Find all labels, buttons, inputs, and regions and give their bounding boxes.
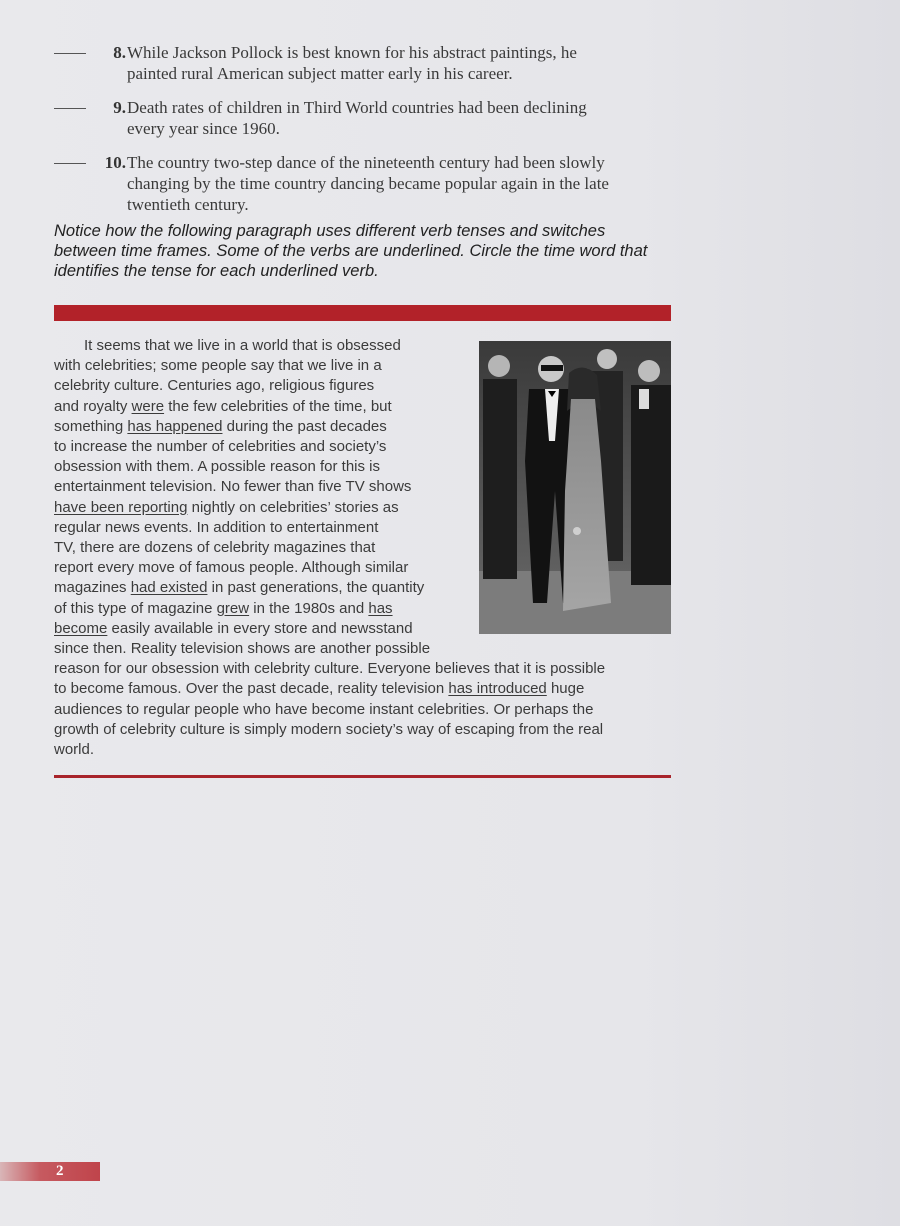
exercise-line: The country two-step dance of the nineteenth century had been slowly xyxy=(127,153,605,172)
paragraph-text xyxy=(54,336,654,760)
paragraph-line xyxy=(54,599,654,619)
text-segment: since then. Reality television shows are another possible xyxy=(54,640,431,658)
text-segment: TV, there are dozens of celebrity magazines that xyxy=(54,539,376,557)
exercise-item xyxy=(54,97,694,139)
text-segment: something xyxy=(54,417,128,435)
paragraph-line xyxy=(54,578,654,598)
text-segment: magazines xyxy=(54,579,131,597)
text-segment: with celebrities; some people say that we live in a xyxy=(54,357,382,375)
paragraph-line xyxy=(54,700,654,720)
paragraph-line xyxy=(54,538,654,558)
text-segment: easily available in every store and newsstand xyxy=(107,619,413,637)
text-segment: the few celebrities of the time, but xyxy=(164,397,392,415)
underlined-verb: has introduced xyxy=(448,680,547,698)
paragraph-line xyxy=(54,477,654,497)
exercise-line: changing by the time country dancing became popular again in the late xyxy=(127,174,609,193)
exercise-line: every year since 1960. xyxy=(127,119,280,138)
underlined-verb: have been reporting xyxy=(54,498,188,516)
text-segment: nightly on celebrities’ stories as xyxy=(187,498,399,516)
exercise-line: Death rates of children in Third World countries had been declining xyxy=(127,98,587,117)
paragraph-line xyxy=(54,417,654,437)
underlined-verb: were xyxy=(131,397,165,415)
paragraph-line xyxy=(54,659,654,679)
text-segment: audiences to regular people who have become instant celebrities. Or perhaps the xyxy=(54,700,594,718)
page-number-bar xyxy=(0,1162,100,1181)
answer-blank[interactable] xyxy=(54,53,86,54)
paragraph-line xyxy=(54,740,654,760)
text-segment: huge xyxy=(546,680,585,698)
exercise-text xyxy=(127,152,687,215)
exercise-text xyxy=(127,97,687,139)
exercise-text xyxy=(127,42,687,84)
text-segment: of this type of magazine xyxy=(54,599,217,617)
text-segment: celebrity culture. Centuries ago, religious figures xyxy=(54,377,375,395)
underlined-verb: become xyxy=(54,619,108,637)
paragraph-line xyxy=(54,679,654,699)
paragraph-line xyxy=(54,457,654,477)
text-segment: to increase the number of celebrities and society’s xyxy=(54,438,387,456)
underlined-verb: grew xyxy=(216,599,250,617)
answer-blank[interactable] xyxy=(54,163,86,164)
paragraph-line xyxy=(54,498,654,518)
paragraph-line xyxy=(54,619,654,639)
exercise-line: twentieth century. xyxy=(127,195,249,214)
paragraph-line xyxy=(54,518,654,538)
text-segment: world. xyxy=(54,741,95,759)
text-segment: report every move of famous people. Although similar xyxy=(54,559,409,577)
instructions xyxy=(54,221,674,281)
paragraph-line xyxy=(54,558,654,578)
paragraph-line xyxy=(54,356,654,376)
section-footer-rule xyxy=(54,775,671,778)
text-segment: It seems that we live in a world that is obsessed xyxy=(84,337,401,354)
text-segment: to become famous. Over the past decade, reality television xyxy=(54,680,449,698)
section-header-bar xyxy=(54,305,671,321)
exercise-item xyxy=(54,152,694,215)
text-segment: reason for our obsession with celebrity culture. Everyone believes that it is possible xyxy=(54,660,606,678)
paragraph-line xyxy=(54,639,654,659)
text-segment: and royalty xyxy=(54,397,132,415)
paragraph-line xyxy=(54,397,654,417)
answer-blank[interactable] xyxy=(54,108,86,109)
exercise-number: 8. xyxy=(113,43,126,62)
page-number: 2 xyxy=(56,1163,64,1179)
instructions-line: Notice how the following paragraph uses different verb tenses and switches xyxy=(54,222,606,240)
text-segment: in the 1980s and xyxy=(249,599,369,617)
exercise-item xyxy=(54,42,694,84)
paragraph-line xyxy=(54,720,654,740)
text-segment: regular news events. In addition to entertainment xyxy=(54,518,379,536)
text-segment: entertainment television. No fewer than five TV shows xyxy=(54,478,412,496)
text-segment: obsession with them. A possible reason for this is xyxy=(54,458,381,476)
text-segment: during the past decades xyxy=(222,417,387,435)
exercise-line: painted rural American subject matter early in his career. xyxy=(127,64,513,83)
text-segment: growth of celebrity culture is simply modern society’s way of escaping from the real xyxy=(54,720,604,738)
exercise-line: While Jackson Pollock is best known for his abstract paintings, he xyxy=(127,43,577,62)
underlined-verb: had existed xyxy=(130,579,208,597)
instructions-line: between time frames. Some of the verbs are underlined. Circle the time word that xyxy=(54,242,648,260)
exercise-number: 10. xyxy=(104,153,126,172)
paragraph-line xyxy=(54,437,654,457)
instructions-line: identifies the tense for each underlined verb. xyxy=(54,262,379,280)
paragraph-line xyxy=(54,376,654,396)
underlined-verb: has happened xyxy=(127,417,223,435)
exercise-number: 9. xyxy=(113,98,126,117)
underlined-verb: has xyxy=(368,599,393,617)
paragraph-line xyxy=(54,336,654,356)
text-segment: in past generations, the quantity xyxy=(207,579,425,597)
